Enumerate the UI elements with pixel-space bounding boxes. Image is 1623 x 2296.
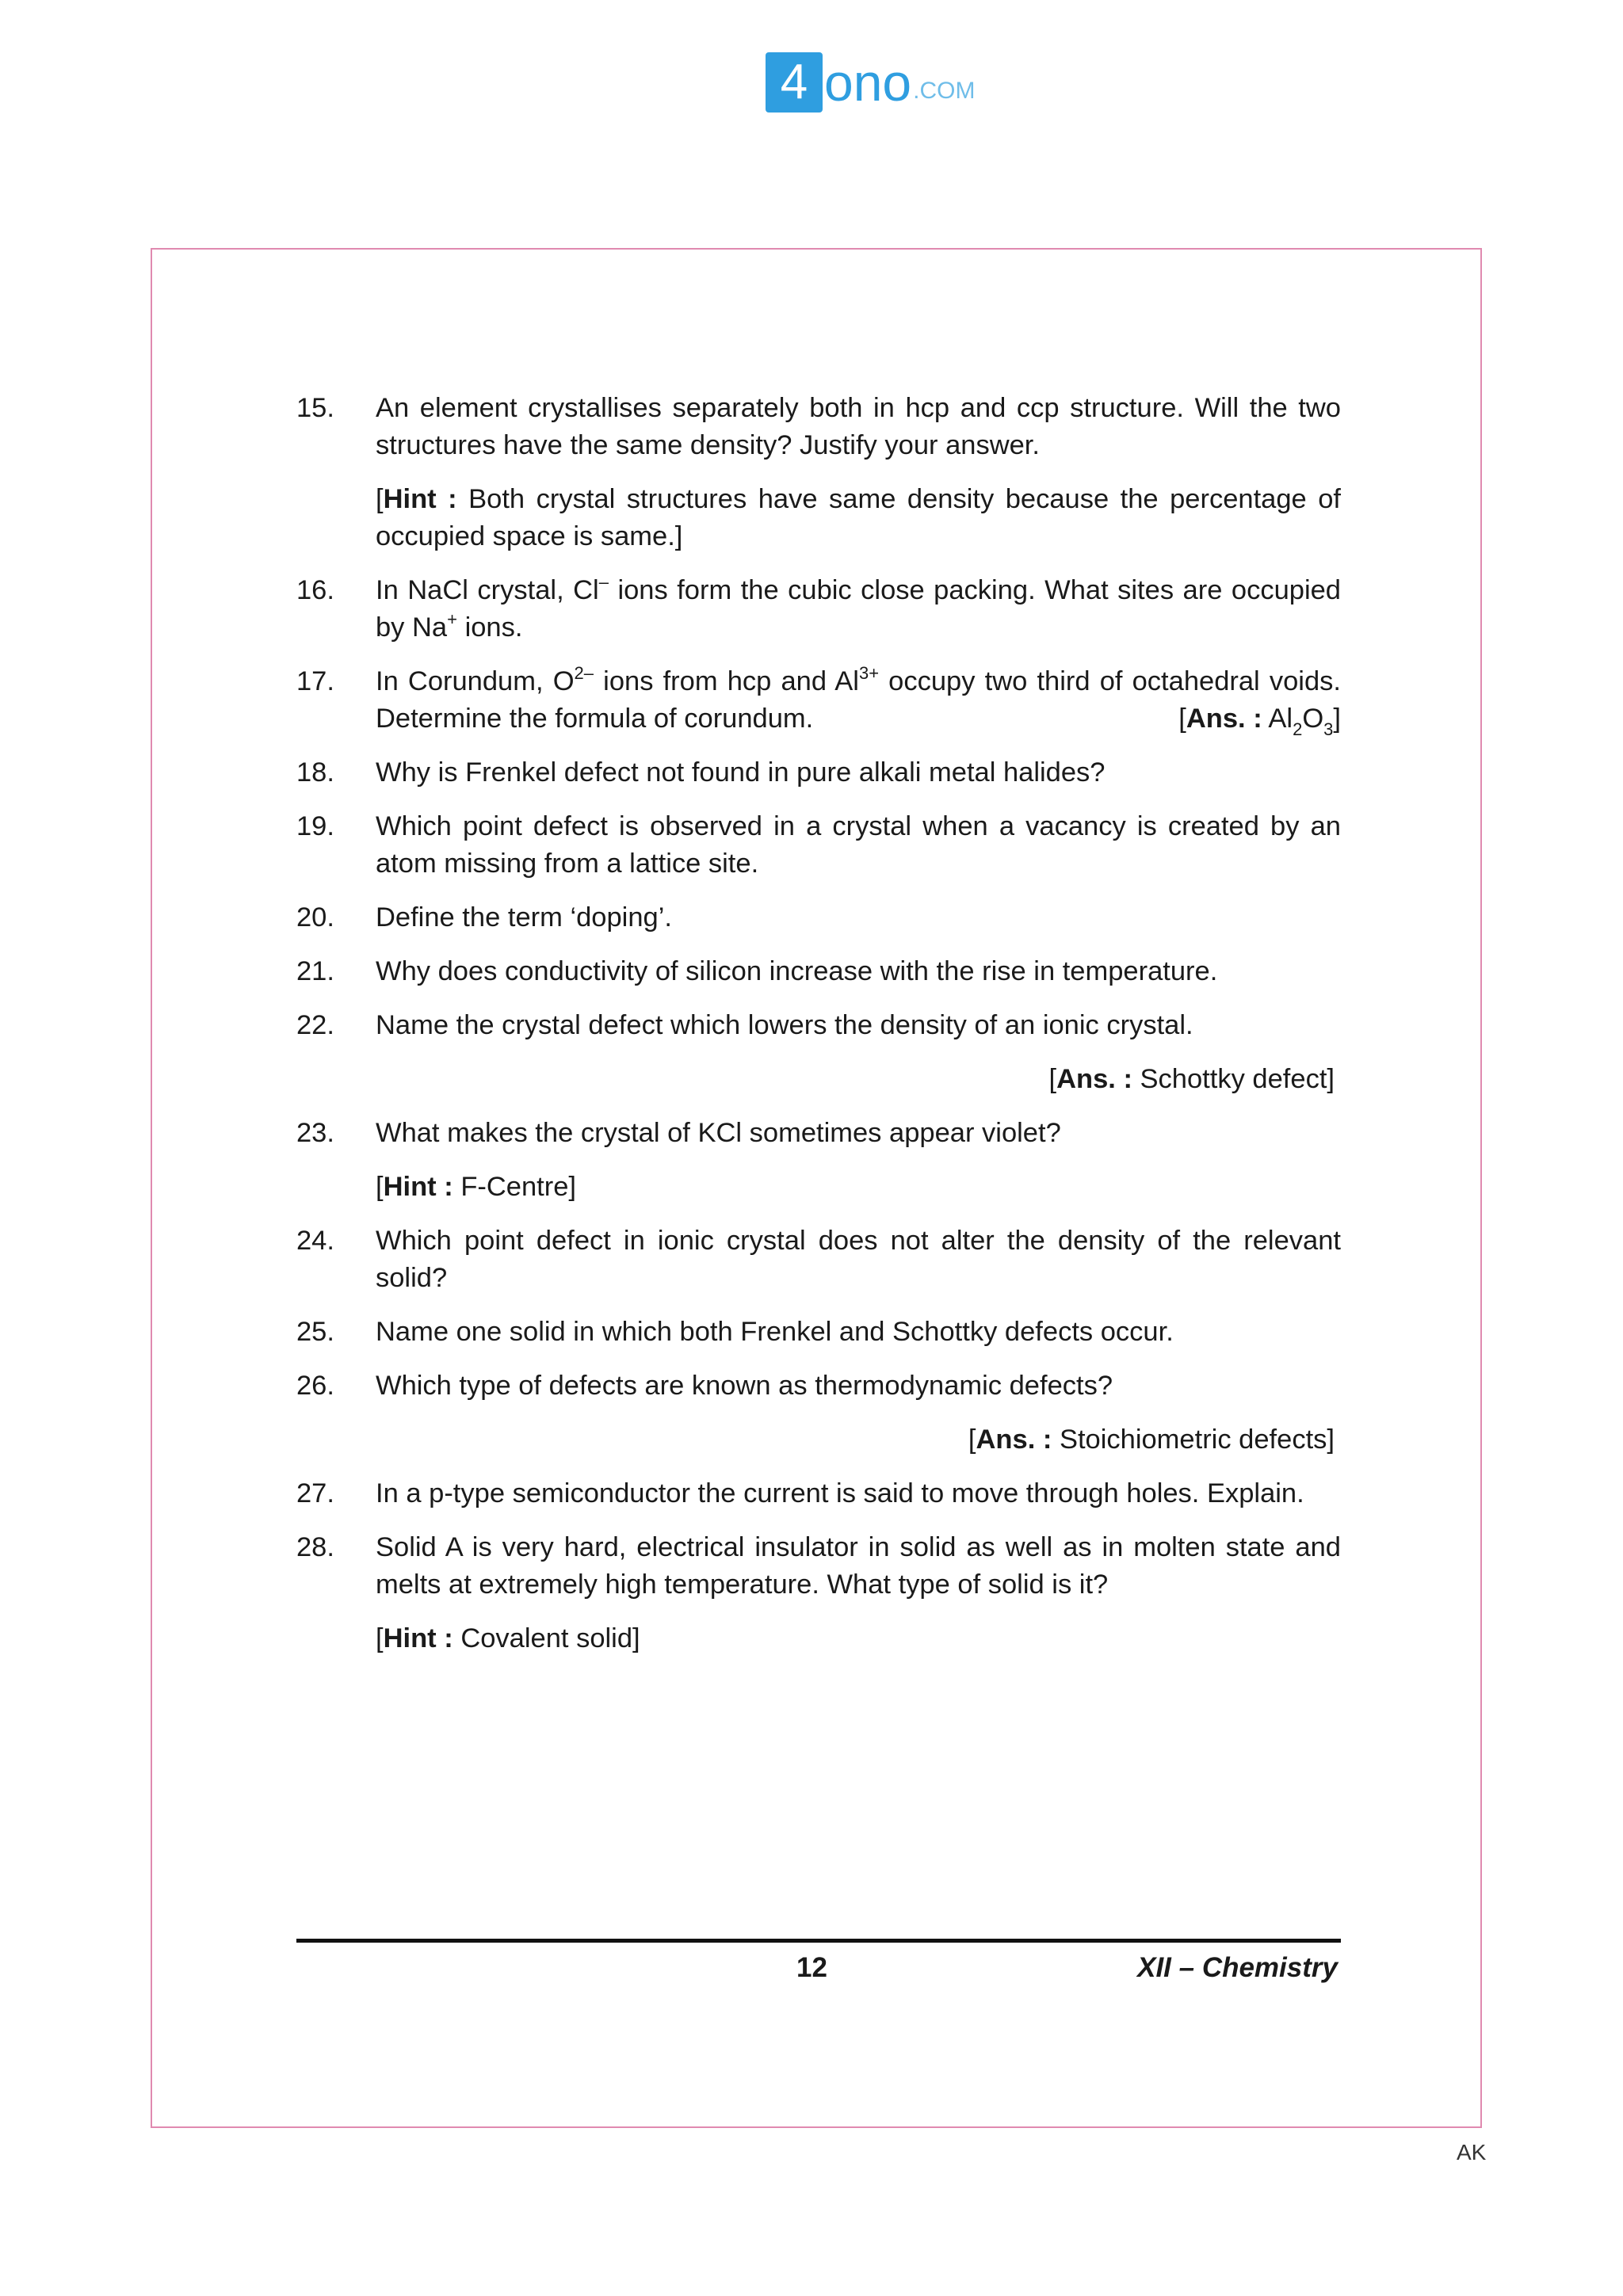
hint-label: Hint : (383, 1172, 453, 1202)
corner-mark: AK (1457, 2140, 1487, 2164)
question-text: Why is Frenkel defect not found in pure alkali metal halides? (376, 757, 1106, 788)
question-text: What makes the crystal of KCl sometimes appear violet? (376, 1118, 1061, 1148)
subscript: 3 (1323, 719, 1334, 739)
question-26 (296, 1367, 1341, 1405)
subscript: 2 (1293, 719, 1303, 739)
superscript: 2– (574, 663, 594, 683)
question-17 (296, 663, 1341, 738)
superscript: – (598, 572, 609, 592)
question-16 (296, 572, 1341, 646)
question-21 (296, 953, 1341, 990)
question-text: ions from hcp and Al (594, 666, 859, 696)
question-number: 28. (296, 1532, 334, 1562)
question-text: In Corundum, O (376, 666, 575, 696)
question-number: 20. (296, 902, 334, 933)
hint-15: [Hint : Both crystal structures have same density because the percentage of occupied space is same.] (376, 484, 1341, 551)
question-text: Which point defect in ionic crystal does not alter the density of the relevant solid? (376, 1226, 1341, 1293)
hint-text: Both crystal structures have same density because the percentage of occupied space is same.] (376, 484, 1341, 551)
answer-26: [Ans. : Stoichiometric defects] (968, 1425, 1335, 1455)
question-text: Which point defect is observed in a crystal when a vacancy is created by an atom missing from a lattice site. (376, 811, 1341, 879)
question-text: ions form the cubic close packing. What sites are occupied by Na (376, 575, 1341, 643)
answer-22: [Ans. : Schottky defect] (1048, 1064, 1335, 1094)
site-logo (766, 52, 975, 113)
logo-text: ono (824, 53, 912, 112)
question-list (296, 390, 1341, 1674)
logo-suffix: .COM (913, 78, 976, 104)
superscript: 3+ (858, 663, 880, 683)
question-text: occupy two third of octahedral voids. Determine the formula of corundum. (376, 666, 1341, 734)
question-number: 17. (296, 666, 334, 696)
question-number: 15. (296, 393, 334, 423)
superscript: + (447, 609, 457, 629)
question-text: Which type of defects are known as thermodynamic defects? (376, 1371, 1113, 1401)
question-number: 27. (296, 1478, 334, 1508)
question-number: 24. (296, 1226, 334, 1256)
question-24 (296, 1222, 1341, 1297)
question-number: 16. (296, 575, 334, 605)
question-number: 18. (296, 757, 334, 788)
question-19 (296, 808, 1341, 883)
question-text: Name the crystal defect which lowers the density of an ionic crystal. (376, 1010, 1193, 1040)
answer-text: Stoichiometric defects] (1052, 1425, 1335, 1455)
question-number: 23. (296, 1118, 334, 1148)
question-22 (296, 1007, 1341, 1044)
hint-label: Hint : (383, 1623, 453, 1653)
question-number: 21. (296, 956, 334, 986)
answer-label: Ans. : (1056, 1064, 1132, 1094)
question-15 (296, 390, 1341, 464)
hint-text: Covalent solid] (453, 1623, 640, 1653)
question-text: Why does conductivity of silicon increase with the rise in temperature. (376, 956, 1218, 986)
footer-rule (296, 1939, 1341, 1943)
page-number: 12 (796, 1952, 827, 1983)
question-text: ions. (456, 612, 523, 643)
question-text: Solid A is very hard, electrical insulator in solid as well as in molten state and melts at extremely high temperature. What type of solid is it? (376, 1532, 1341, 1600)
question-27 (296, 1475, 1341, 1512)
hint-23: [Hint : F-Centre] (376, 1172, 577, 1202)
question-text: In NaCl crystal, Cl (376, 575, 599, 605)
logo-box: 4 (766, 52, 823, 113)
question-28 (296, 1529, 1341, 1604)
answer-label: Ans. : (976, 1425, 1052, 1455)
question-number: 22. (296, 1010, 334, 1040)
question-23 (296, 1115, 1341, 1152)
question-number: 19. (296, 811, 334, 841)
question-text: An element crystallises separately both in hcp and ccp structure. Will the two structures have the same density? Justify your answer. (376, 393, 1341, 460)
question-text: Name one solid in which both Frenkel and Schottky defects occur. (376, 1317, 1174, 1347)
answer-text: Al (1262, 704, 1293, 734)
hint-28: [Hint : Covalent solid] (376, 1623, 640, 1653)
question-20 (296, 899, 1341, 936)
answer-17: [Ans. : $Al_2O_3$] (1178, 704, 1341, 739)
question-18 (296, 754, 1341, 791)
question-25 (296, 1314, 1341, 1351)
answer-text: Schottky defect] (1132, 1064, 1335, 1094)
subject-label: XII – Chemistry (1137, 1952, 1338, 1983)
question-number: 26. (296, 1371, 334, 1401)
answer-label: Ans. : (1186, 704, 1262, 734)
answer-text: O (1302, 704, 1324, 734)
question-number: 25. (296, 1317, 334, 1347)
hint-text: F-Centre] (453, 1172, 577, 1202)
question-text: In a p-type semiconductor the current is said to move through holes. Explain. (376, 1478, 1304, 1508)
hint-label: Hint : (383, 484, 457, 514)
question-text: Define the term ‘doping’. (376, 902, 672, 933)
